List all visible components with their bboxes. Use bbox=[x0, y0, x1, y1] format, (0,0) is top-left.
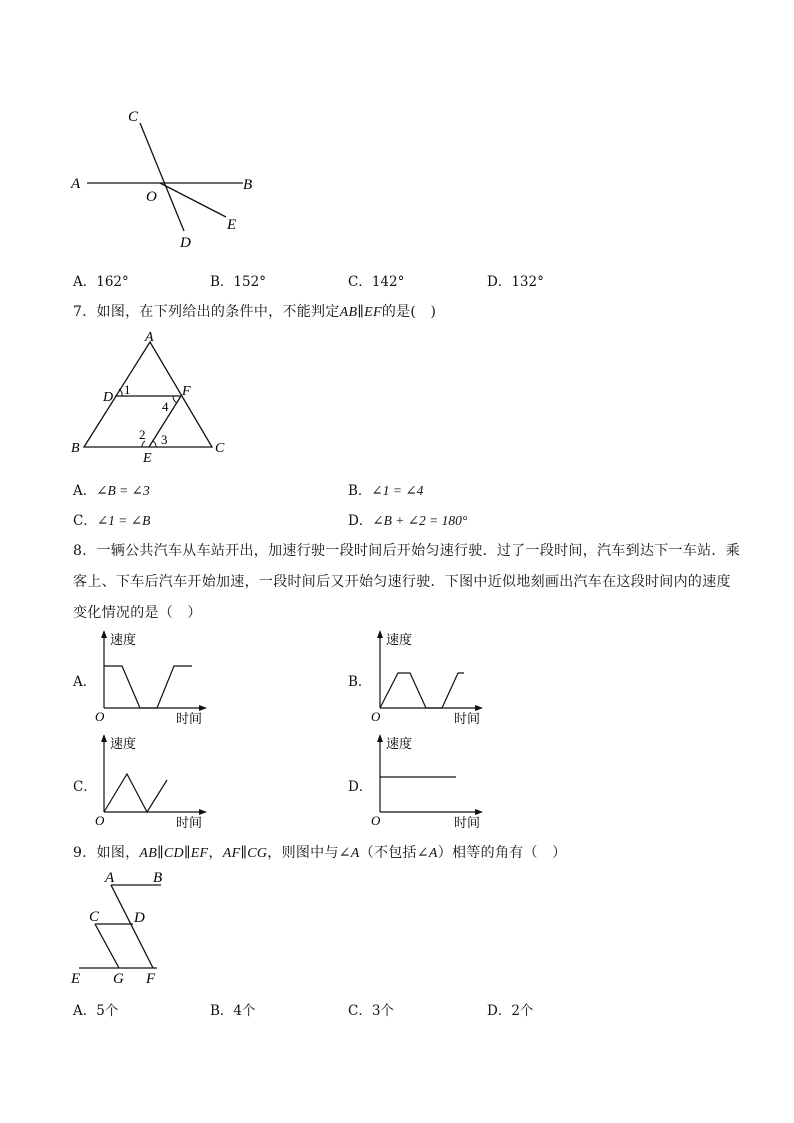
option-letter: A． bbox=[73, 1003, 97, 1019]
option-text: 3个 bbox=[371, 1003, 394, 1019]
q7-option-b[interactable] bbox=[348, 479, 423, 499]
origin-label: O bbox=[95, 709, 105, 724]
origin-label: O bbox=[95, 813, 105, 828]
q8-option-b-letter[interactable]: B． bbox=[348, 674, 372, 690]
math-expression: ∠A bbox=[416, 846, 438, 861]
q9-option-a[interactable] bbox=[73, 999, 118, 1019]
option-text: 152° bbox=[233, 274, 266, 290]
q6-option-a[interactable] bbox=[73, 270, 129, 290]
point-label-e: E bbox=[143, 451, 152, 466]
option-letter: D． bbox=[487, 1003, 512, 1019]
option-text: 2个 bbox=[511, 1003, 534, 1019]
question-text: ， bbox=[208, 845, 223, 861]
point-label-f: F bbox=[146, 971, 156, 987]
speed-curve bbox=[380, 673, 464, 708]
q8-option-a-letter[interactable]: A． bbox=[73, 674, 97, 690]
y-axis-arrow bbox=[101, 734, 107, 742]
line-cd bbox=[140, 123, 184, 231]
question-9-stem bbox=[73, 842, 566, 862]
q7-option-d[interactable] bbox=[348, 509, 467, 529]
speed-curve bbox=[104, 774, 167, 812]
q6-option-d[interactable] bbox=[487, 270, 544, 290]
point-label-g: G bbox=[113, 971, 124, 987]
q7-option-c[interactable] bbox=[73, 509, 150, 529]
y-axis-arrow bbox=[101, 630, 107, 638]
question-text: 的是( ) bbox=[381, 304, 437, 320]
option-letter: B． bbox=[210, 1003, 234, 1019]
q8-option-d-letter[interactable]: D． bbox=[348, 779, 373, 795]
question-8-line-1: 8．一辆公共汽车从车站开出，加速行驶一段时间后开始匀速行驶．过了一段时间，汽车到达下一车站．乘 bbox=[73, 543, 741, 559]
speed-curve bbox=[104, 666, 192, 708]
x-axis-label: 时间 bbox=[176, 815, 203, 830]
y-axis-label: 速度 bbox=[110, 632, 137, 647]
option-text: 132° bbox=[511, 274, 544, 290]
y-axis-label: 速度 bbox=[110, 736, 137, 751]
question-text: ）相等的角有（ ） bbox=[437, 845, 567, 861]
point-label-c: C bbox=[215, 441, 225, 456]
point-label-f: F bbox=[182, 384, 191, 399]
option-letter: C． bbox=[348, 274, 372, 290]
x-axis-label: 时间 bbox=[454, 815, 481, 830]
question-text: 如图，在下列给出的条件中，不能判定 bbox=[96, 304, 340, 320]
q8-graph-c[interactable] bbox=[92, 732, 212, 832]
math-expression: AB∥EF bbox=[339, 305, 382, 320]
angle-label-3: 3 bbox=[161, 432, 168, 447]
figure-q7-triangle bbox=[65, 325, 245, 470]
angle-label-2: 2 bbox=[139, 427, 146, 442]
option-text: 162° bbox=[96, 274, 129, 290]
option-letter: D． bbox=[487, 274, 512, 290]
point-label-e: E bbox=[227, 217, 237, 233]
q8-graph-a[interactable] bbox=[92, 628, 212, 728]
option-letter: B． bbox=[210, 274, 234, 290]
angle-label-1: 1 bbox=[124, 382, 131, 397]
x-axis-label: 时间 bbox=[454, 711, 481, 726]
question-7-stem bbox=[73, 301, 436, 321]
point-label-b: B bbox=[153, 870, 163, 886]
q7-option-a[interactable] bbox=[73, 479, 150, 499]
point-label-a: A bbox=[71, 176, 81, 192]
point-label-b: B bbox=[243, 177, 253, 193]
option-letter: A． bbox=[73, 483, 97, 499]
question-8-line-2: 客上、下车后汽车开始加速，一段时间后又开始匀速行驶．下图中近似地刻画出汽车在这段时间内的速度 bbox=[73, 574, 731, 590]
q6-option-c[interactable] bbox=[348, 270, 404, 290]
y-axis-arrow bbox=[377, 734, 383, 742]
q9-option-d[interactable] bbox=[487, 999, 533, 1019]
math-expression: ∠A bbox=[338, 846, 360, 861]
question-text: （不包括 bbox=[359, 845, 417, 861]
option-text: 4个 bbox=[233, 1003, 256, 1019]
angle-mark-4 bbox=[173, 396, 177, 403]
segment-cg bbox=[95, 924, 119, 968]
y-axis-label: 速度 bbox=[386, 632, 413, 647]
option-text: ∠1 = ∠4 bbox=[371, 483, 424, 498]
option-text: ∠B = ∠3 bbox=[96, 483, 150, 498]
origin-label: O bbox=[371, 709, 381, 724]
q8-option-c-letter[interactable]: C． bbox=[73, 779, 97, 795]
math-expression: AB∥CD∥EF bbox=[139, 846, 209, 861]
angle-label-4: 4 bbox=[162, 399, 169, 414]
option-letter: B． bbox=[348, 483, 372, 499]
q8-graph-d[interactable] bbox=[368, 732, 488, 832]
option-text: 142° bbox=[371, 274, 405, 290]
question-text: 如图， bbox=[96, 845, 140, 861]
q6-option-b[interactable] bbox=[210, 270, 266, 290]
q9-option-c[interactable] bbox=[348, 999, 394, 1019]
question-8-line-3: 变化情况的是（ ） bbox=[73, 605, 202, 621]
math-expression: AF∥CG bbox=[222, 846, 268, 861]
option-letter: D． bbox=[348, 513, 373, 529]
point-label-c: C bbox=[89, 909, 100, 925]
point-label-e: E bbox=[71, 971, 81, 987]
point-label-c: C bbox=[128, 109, 139, 125]
option-letter: A． bbox=[73, 274, 97, 290]
point-label-b: B bbox=[71, 441, 80, 456]
option-text: ∠B + ∠2 = 180° bbox=[372, 513, 468, 528]
y-axis-arrow bbox=[377, 630, 383, 638]
y-axis-label: 速度 bbox=[386, 736, 413, 751]
option-text: ∠1 = ∠B bbox=[96, 513, 151, 528]
figure-q9-parallel-lines bbox=[65, 865, 185, 990]
question-text: ，则图中与 bbox=[267, 845, 339, 861]
figure-q6-intersecting-lines bbox=[60, 100, 280, 260]
option-letter: C． bbox=[348, 1003, 372, 1019]
point-label-a: A bbox=[105, 870, 115, 886]
point-label-d: D bbox=[134, 910, 145, 926]
ray-oe bbox=[160, 183, 226, 217]
origin-label: O bbox=[371, 813, 381, 828]
angle-mark-3 bbox=[153, 441, 156, 447]
option-letter: C． bbox=[73, 513, 97, 529]
point-label-d: D bbox=[103, 390, 114, 405]
x-axis-label: 时间 bbox=[176, 711, 203, 726]
question-number: 7． bbox=[73, 304, 97, 320]
q8-graph-b[interactable] bbox=[368, 628, 488, 728]
segment-af bbox=[111, 885, 153, 968]
q9-option-b[interactable] bbox=[210, 999, 256, 1019]
point-label-o: O bbox=[146, 189, 157, 205]
option-text: 5个 bbox=[96, 1003, 119, 1019]
point-label-d: D bbox=[180, 235, 191, 251]
question-number: 9． bbox=[73, 845, 97, 861]
point-label-a: A bbox=[145, 330, 154, 345]
